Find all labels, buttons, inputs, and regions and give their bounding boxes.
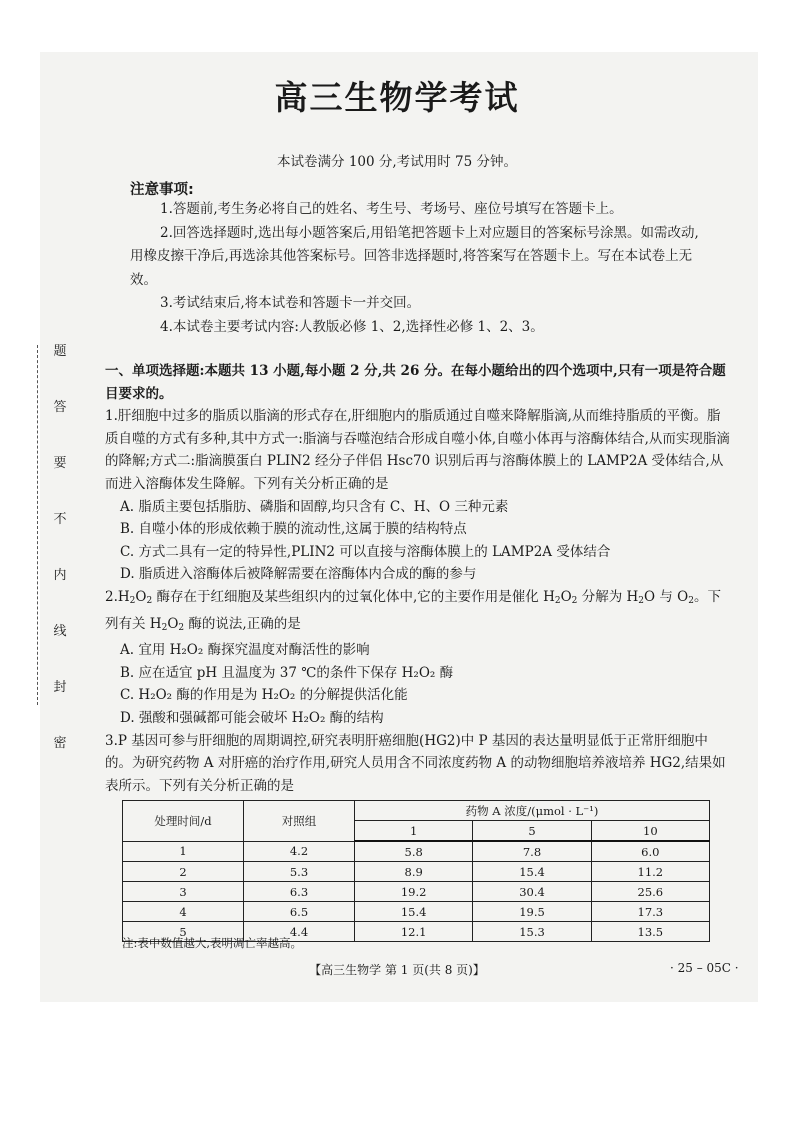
table-cell: 15.3	[473, 922, 591, 942]
question-1-stem: 1.肝细胞中过多的脂质以脂滴的形式存在,肝细胞内的脂质通过自噬来降解脂滴,从而维持脂质的平衡。脂质自噬的方式有多种,其中方式一:脂滴与吞噬泡结合形成自噬小体,自噬小体再与溶酶体结合,从而实现脂滴的降解;方式二:脂滴膜蛋白 PLIN2 经分子伴侣 Hsc70 识别后再与溶酶体膜上的 LAMP2A 受体结合,从而进入溶酶体发生降解。下列有关分析正确的是	[105, 408, 730, 492]
q2-sub: 2	[161, 622, 168, 633]
table-cell: 6.0	[591, 841, 709, 862]
q2-sub: 2	[178, 622, 185, 633]
table-row	[123, 902, 710, 922]
header-control: 对照组	[244, 801, 355, 842]
table-cell: 3	[123, 882, 244, 902]
question-1-option-c: C. 方式二具有一定的特异性,PLIN2 可以直接与溶酶体膜上的 LAMP2A 受体结合	[120, 543, 611, 560]
notice-item: 3.考试结束后,将本试卷和答题卡一并交回。	[160, 295, 421, 311]
notice-item: 2.回答选择题时,选出每小题答案后,用铅笔把答题卡上对应题目的答案标号涂黑。如需改动,用橡皮擦干净后,再选涂其他答案标号。回答非选择题时,将答案写在答题卡上。写在本试卷上无效。	[130, 224, 699, 288]
question-2-option-d: D. 强酸和强碱都可能会破坏 H₂O₂ 酶的结构	[120, 709, 384, 726]
table-cell: 6.3	[244, 882, 355, 902]
side-char: 内	[53, 568, 67, 583]
table-cell: 5.8	[355, 841, 473, 862]
seal-line-text	[53, 340, 67, 788]
question-1-option-d: D. 脂质进入溶酶体后被降解需要在溶酶体内合成的酶的参与	[120, 566, 477, 583]
table-cell: 13.5	[591, 922, 709, 942]
table-header-row	[123, 801, 710, 821]
table-cell: 8.9	[355, 862, 473, 882]
table-note: 注:表中数值越大,表明凋亡率越高。	[122, 936, 303, 950]
table-cell: 12.1	[355, 922, 473, 942]
table-cell: 2	[123, 862, 244, 882]
side-char: 封	[53, 680, 67, 695]
q2-text: 分解为 H	[577, 588, 639, 605]
table-row	[123, 862, 710, 882]
side-char: 题	[53, 344, 67, 359]
header-conc: 1	[355, 821, 473, 842]
q2-text: O	[135, 588, 147, 605]
table-cell: 1	[123, 841, 244, 862]
side-char: 要	[53, 456, 67, 471]
table-cell: 11.2	[591, 862, 709, 882]
notice-list	[130, 198, 710, 339]
table-cell: 6.5	[244, 902, 355, 922]
question-2-option-c: C. H₂O₂ 酶的作用是为 H₂O₂ 的分解提供活化能	[120, 687, 408, 704]
q2-sub: 2	[146, 595, 153, 606]
table-cell: 5	[123, 922, 244, 942]
page-footer: 【高三生物学 第 1 页(共 8 页)】	[309, 963, 485, 977]
notice-item: 4.本试卷主要考试内容:人教版必修 1、2,选择性必修 1、2、3。	[160, 318, 544, 335]
header-time: 处理时间/d	[123, 801, 244, 842]
q2-sub: 2	[638, 595, 644, 606]
q2-text: 。下列有关 H	[105, 588, 721, 632]
table-cell: 4.2	[244, 841, 355, 862]
q2-text: O	[167, 615, 179, 632]
table-cell: 4.4	[244, 922, 355, 942]
binding-line	[37, 345, 38, 705]
side-char: 密	[53, 736, 67, 751]
section-heading: 一、单项选择题:本题共 13 小题,每小题 2 分,共 26 分。在每小题给出的四个选项中,只有一项是符合题目要求的。	[105, 363, 726, 402]
table-cell: 15.4	[355, 902, 473, 922]
side-char: 不	[53, 512, 67, 527]
questions	[105, 360, 733, 797]
table-cell: 25.6	[591, 882, 709, 902]
table-cell: 4	[123, 902, 244, 922]
table-cell: 17.3	[591, 902, 709, 922]
side-char: 答	[53, 400, 67, 415]
q2-text: O 与 O	[644, 588, 689, 605]
q2-text: O	[560, 588, 572, 605]
table-row	[123, 841, 710, 862]
table-cell: 19.2	[355, 882, 473, 902]
question-2-option-b: B. 应在适宜 pH 且温度为 37 ℃的条件下保存 H₂O₂ 酶	[120, 664, 454, 681]
q2-sub: 2	[129, 595, 136, 606]
question-2-stem	[105, 586, 733, 639]
header-drug: 药物 A 浓度/(μmol · L⁻¹)	[355, 801, 710, 821]
results-table	[122, 800, 710, 942]
table-cell: 15.4	[473, 862, 591, 882]
notice-heading: 注意事项:	[130, 182, 194, 198]
side-char: 线	[53, 624, 67, 639]
notice-item: 1.答题前,考生务必将自己的姓名、考生号、考场号、座位号填写在答题卡上。	[160, 201, 623, 217]
q2-text: 酶的说法,正确的是	[184, 615, 301, 632]
question-3-stem: 3.P 基因可参与肝细胞的周期调控,研究表明肝癌细胞(HG2)中 P 基因的表达量明显低于正常肝细胞中的。为研究药物 A 对肝癌的治疗作用,研究人员用含不同浓度药物 A 的动物细胞培养液培养 HG2,结果如表所示。下列有关分析正确的是	[105, 732, 726, 794]
question-2-option-a: A. 宜用 H₂O₂ 酶探究温度对酶活性的影响	[120, 642, 370, 659]
exam-subtitle: 本试卷满分 100 分,考试用时 75 分钟。	[277, 154, 517, 170]
question-1-option-a: A. 脂质主要包括脂肪、磷脂和固醇,均只含有 C、H、O 三种元素	[120, 498, 509, 515]
header-conc: 10	[591, 821, 709, 842]
table-cell: 5.3	[244, 862, 355, 882]
q2-text: 酶存在于红细胞及某些组织内的过氧化体中,它的主要作用是催化 H	[152, 588, 555, 605]
q2-sub: 2	[688, 595, 694, 606]
q2-sub: 2	[571, 595, 578, 606]
table-row	[123, 882, 710, 902]
q2-sub: 2	[554, 595, 561, 606]
question-1-option-b: B. 自噬小体的形成依赖于膜的流动性,这属于膜的结构特点	[120, 521, 467, 538]
table-cell: 19.5	[473, 902, 591, 922]
exam-title: 高三生物学考试	[274, 78, 520, 117]
header-conc: 5	[473, 821, 591, 842]
exam-code: · 25 – 05C ·	[670, 961, 739, 975]
q2-text: 2.H	[105, 588, 130, 605]
table-cell: 30.4	[473, 882, 591, 902]
table-cell: 7.8	[473, 841, 591, 862]
